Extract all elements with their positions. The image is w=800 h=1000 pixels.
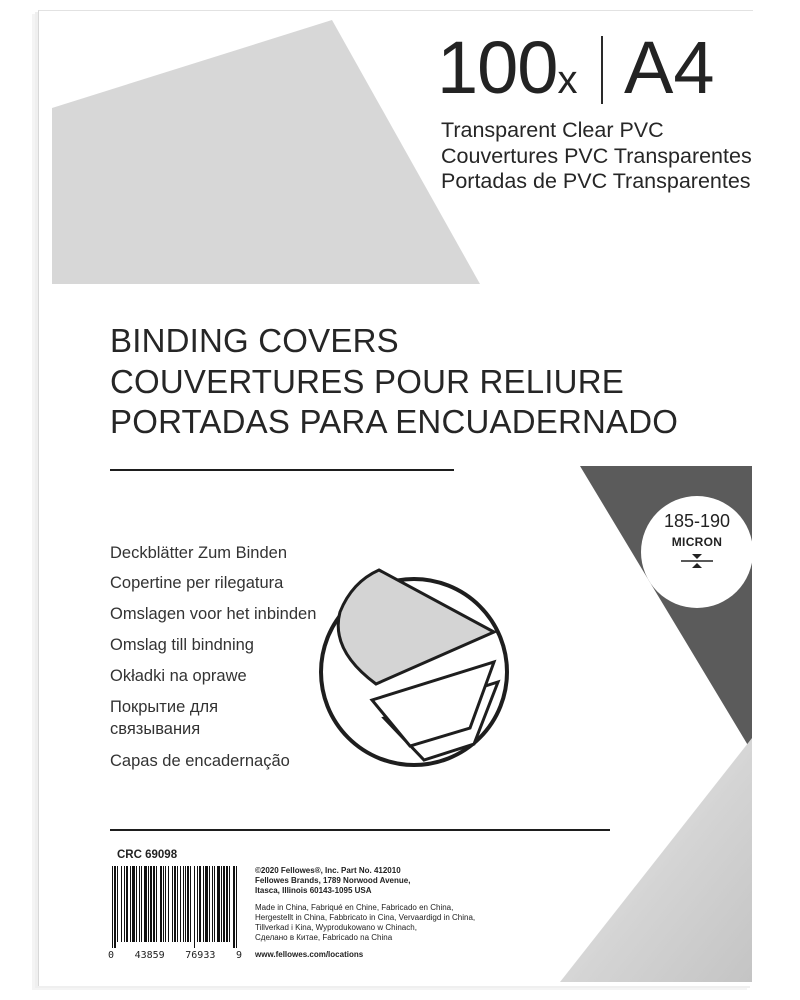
barcode-bar [117,866,118,942]
sheets-icon [321,570,507,765]
barcode-bar [148,866,149,942]
barcode-bar [209,866,210,942]
product-code: CRC 69098 [117,849,178,861]
barcode-bar [236,866,237,948]
barcode-bar [183,866,184,942]
thickness-badge [641,496,753,608]
barcode-bar [126,866,128,942]
barcode [112,866,238,948]
translation-italian: Copertine per rilegatura [110,574,284,592]
barcode-bar [194,866,195,948]
barcode-bar [203,866,204,942]
subtitle-french: Couvertures PVC Transparentes [441,144,752,168]
quantity-suffix: x [557,58,578,102]
translation-russian-line1: Покрытие для [110,698,219,716]
copyright-line: ©2020 Fellowes®, Inc. Part No. 412010 [255,866,401,875]
website-link[interactable]: www.fellowes.com/locations [255,950,364,959]
title-spanish: PORTADAS PARA ENCUADERNADO [110,403,679,440]
barcode-bar [180,866,181,942]
title-rule [110,469,454,471]
barcode-bar [139,866,140,942]
quantity-value: 100 [437,26,558,109]
barcode-bar [168,866,169,942]
origin-line-3: Tillverkad i Kina, Wyprodukowano w Chinach, [255,923,417,932]
translation-russian-line2: связывания [110,720,201,738]
barcode-bar [150,866,152,942]
barcode-bar [205,866,208,942]
barcode-bar [172,866,173,942]
thickness-icon [681,554,713,568]
barcode-bar [130,866,131,942]
barcode-bar [124,866,125,942]
barcode-bar [114,866,116,948]
translation-swedish: Omslag till bindning [110,636,254,654]
barcode-bar [190,866,191,942]
barcode-bar [214,866,215,942]
barcode-bar [144,866,147,942]
address-line-1: Fellowes Brands, 1789 Norwood Avenue, [255,876,411,885]
subtitle-english: Transparent Clear PVC [441,118,664,142]
barcode-bar [197,866,198,942]
origin-line-1: Made in China, Fabriqué en Chine, Fabricado en China, [255,903,454,912]
translation-german: Deckblätter Zum Binden [110,544,287,562]
barcode-bar [174,866,176,942]
barcode-bar [177,866,178,942]
barcode-bar [221,866,222,942]
barcode-digit-system: 0 [108,950,115,961]
barcode-bar [229,866,230,942]
barcode-bar [226,866,228,942]
bottom-right-gradient-panel [560,738,752,982]
translation-dutch: Omslagen voor het inbinden [110,605,317,623]
barcode-bar [141,866,142,942]
top-left-gray-panel [52,20,480,284]
barcode-bar [185,866,186,942]
barcode-bar [112,866,113,948]
barcode-digit-check: 9 [235,950,242,961]
barcode-bar [199,866,201,942]
barcode-bar [156,866,157,942]
barcode-bar [165,866,166,942]
title-english: BINDING COVERS [110,322,399,359]
barcode-bar [136,866,137,942]
barcode-bar [121,866,122,942]
barcode-bar [212,866,213,942]
barcode-bar [187,866,189,942]
barcode-digits-right: 76933 [185,950,216,961]
origin-line-2: Hergestellt in China, Fabbricato in Cina, Vervaardigd in China, [255,913,476,922]
paper-size: A4 [624,26,715,109]
origin-line-4: Сделано в Китае, Fabricado na China [255,933,393,942]
barcode-bar [160,866,162,942]
barcode-bar [153,866,155,942]
barcode-digits-left: 43859 [134,950,165,961]
barcode-bar [223,866,225,942]
thickness-unit: MICRON [671,535,723,549]
barcode-bar [217,866,220,942]
translation-polish: Okładki na oprawe [110,667,247,685]
thickness-value: 185-190 [663,511,731,531]
barcode-bar [163,866,164,942]
barcode-bar [132,866,135,942]
address-line-2: Itasca, Illinois 60143-1095 USA [255,886,372,895]
footer-rule [110,829,610,831]
quantity [437,28,577,120]
translation-portuguese: Capas de encadernação [110,752,290,770]
title-french: COUVERTURES POUR RELIURE [110,363,624,400]
quantity-divider [601,36,603,104]
barcode-digits [108,950,242,961]
subtitle-spanish: Portadas de PVC Transparentes [441,169,751,193]
barcode-bar [233,866,235,948]
